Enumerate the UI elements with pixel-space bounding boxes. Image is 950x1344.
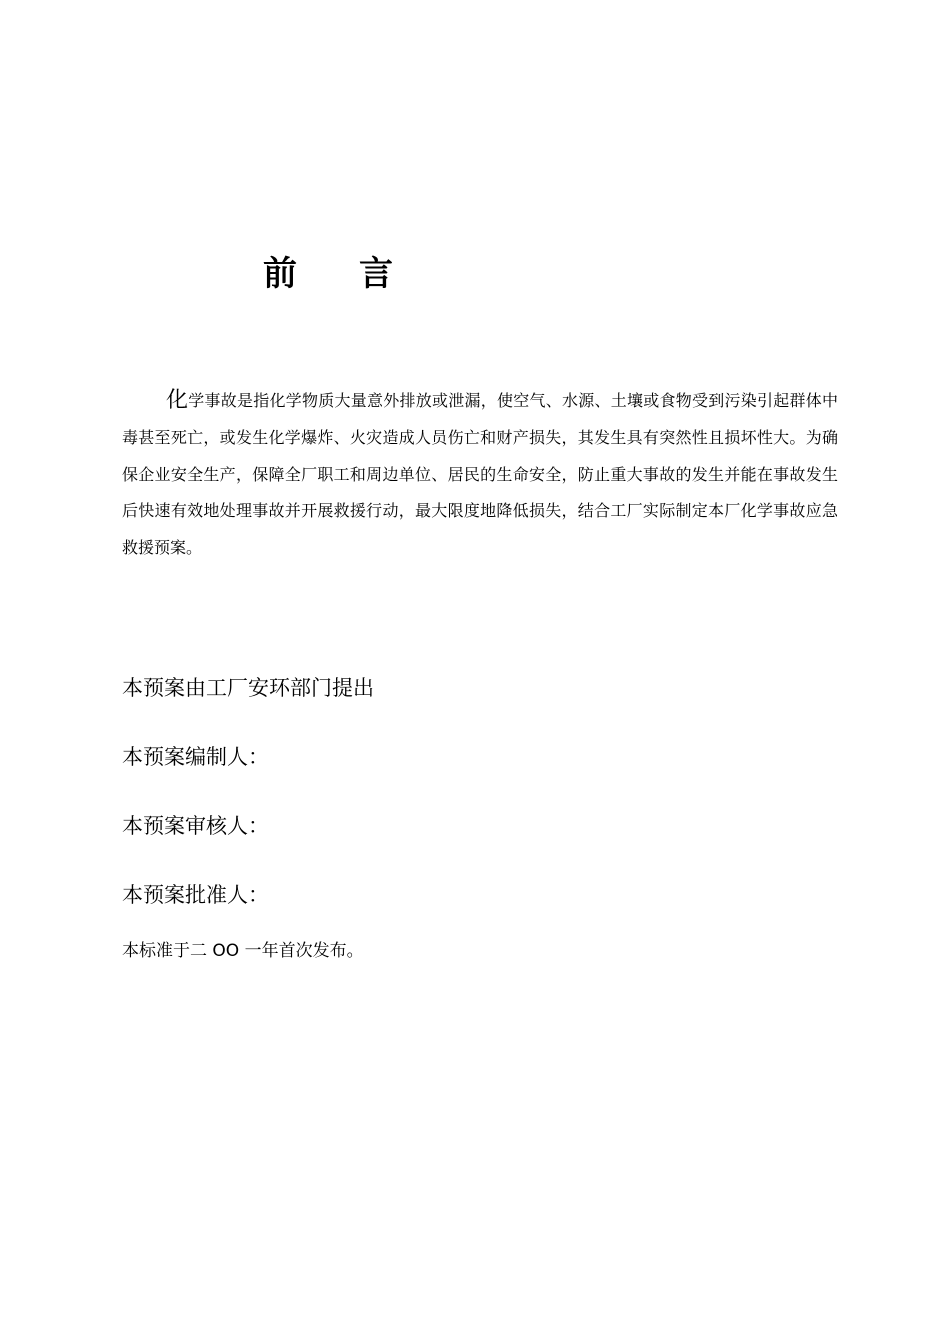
preface-first-char: 化 (166, 388, 189, 413)
release-note: 本标准于二 OO 一年首次发布。 (122, 941, 364, 961)
preface-text: 学事故是指化学物质大量意外排放或泄漏，使空气、水源、土壤或食物受到污染引起群体中毒甚至死亡，或发生化学爆炸、火灾造成人员伤亡和财产损失，其发生具有突然性且损坏性大。为确保企业安全生产，保障全厂职工和周边单位、居民的生命安全，防止重大事故的发生并能在事故发生后快速有效地处理事故并开展救援行动，最大限度地降低损失，结合工厂实际制定本厂化学事故应急救援预案。 (122, 391, 838, 558)
reviewer-line: 本预案审核人： (122, 814, 269, 838)
title-char-1: 前 (263, 254, 297, 294)
title-char-2: 言 (359, 254, 393, 294)
page-title (263, 250, 393, 298)
approver-line: 本预案批准人： (122, 883, 269, 907)
proposed-by-line: 本预案由工厂安环部门提出 (122, 676, 374, 700)
compiler-line: 本预案编制人： (122, 745, 269, 769)
preface-paragraph (122, 383, 838, 567)
